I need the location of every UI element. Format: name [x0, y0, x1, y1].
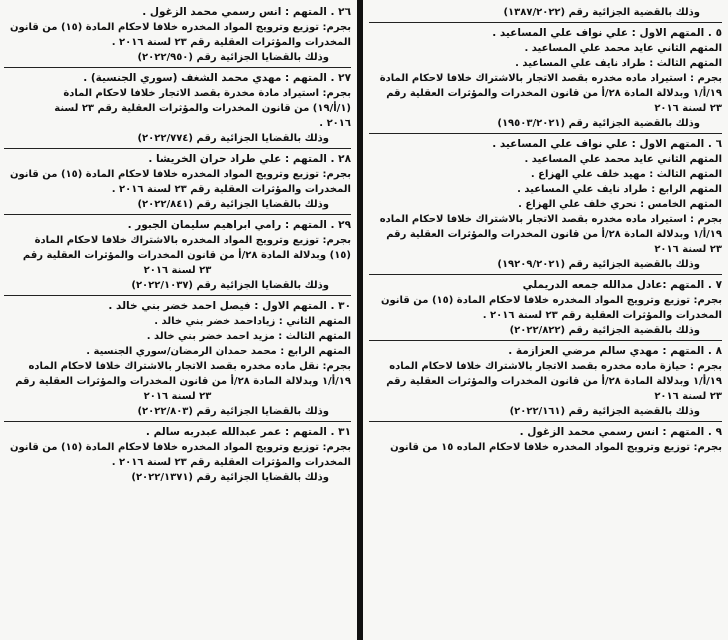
notice-text-line: (١٥) وبدلالة المادة ٢٨/أ من قانون المخدرات والمؤثرات العقلية رقم — [22, 250, 351, 261]
notice-text-line: ٢٣ لسنة ٢٠١٦ — [143, 265, 212, 276]
notice-heading: ٢٦ . المتهم : انس رسمي محمد الزغول . — [142, 6, 351, 18]
case-number-line: وذلك بالقضايا الجزائية رقم (٢٠٢٢/٧٧٤) — [137, 133, 329, 144]
notice-text-line: المخدرات والمؤثرات العقلية رقم ٢٣ لسنة ٢٠١٦ . — [111, 457, 351, 468]
notice-heading: ٢٨ . المتهم : علي طراد حران الخريشا . — [148, 153, 351, 165]
notice-entry-28 — [4, 149, 351, 215]
case-number-line: وذلك بالقضية الجزائية رقم (٢٠٢٢/٨٢٢) — [509, 325, 700, 336]
notice-text-line: بجرم: توزيع وترويج المواد المخدره بالاشتراك خلافا لاحكام المادة — [34, 235, 351, 246]
case-number-line: وذلك بالقضايا الجزائية رقم (٢٠٢٢/١٣٧١) — [131, 472, 329, 483]
notice-text-line: ١٩/أ/١ وبدلالة المادة ٢٨/أ من قانون المخدرات والمؤثرات العقلية رقم — [15, 376, 351, 387]
notice-entry-30 — [4, 296, 351, 422]
notice-text-line: ١٩/أ/١ وبدلالة المادة ٢٨/أ من قانون المخدرات والمؤثرات العقلية رقم — [386, 376, 722, 387]
notice-heading: ٥ . المتهم الاول : علي نواف علي المساعيد . — [492, 27, 722, 39]
notice-heading: ٨ . المتهم : مهدي سالم مرضي العزازمة . — [508, 345, 722, 357]
notice-heading: ٩ . المتهم : انس رسمي محمد الزغول . — [519, 426, 722, 438]
notice-text-line: ١٩/أ/١ وبدلالة المادة ٢٨/أ من قانون المخدرات والمؤثرات العقلية رقم — [386, 88, 722, 99]
notice-heading: ٢٧ . المتهم : مهدي محمد الشغف (سوري الجنسية) . — [83, 72, 351, 84]
notice-entry-29 — [4, 215, 351, 296]
notice-entry-top — [369, 2, 722, 23]
case-number-line: وذلك بالقضية الجزائية رقم (١٩٥٠٣/٢٠٢١) — [497, 118, 700, 129]
notice-text-line: المتهم الخامس : نحري خلف علي الهزاع . — [518, 199, 722, 210]
case-number-line: وذلك بالقضية الجزائية رقم (١٣٨٧/٢٠٢٢) — [503, 7, 700, 18]
case-number-line: وذلك بالقضايا الجزائية رقم (٢٠٢٢/٩٥٠) — [137, 52, 329, 63]
notice-text-line: بجرم: نقل ماده مخدره بقصد الاتجار بالاشتراك خلافا لاحكام الماده — [28, 361, 351, 372]
case-number-line: وذلك بالقضايا الجزائية رقم (٢٠٢٢/٨٤١) — [137, 199, 329, 210]
notice-text-line: بجرم: توزيع وترويج المواد المخدره خلافا لاحكام المادة (١٥) من قانون — [9, 442, 351, 453]
notice-text-line: بجرم : استيراد ماده مخدره بقصد الاتجار بالاشتراك خلافا لاحكام الماده — [379, 214, 722, 225]
notice-text-line: المتهم الثالث : مزيد احمد خضر بني خالد . — [146, 331, 351, 342]
case-number-line: وذلك بالقضايا الجزائية رقم (٢٠٢٢/١٠٣٧) — [131, 280, 329, 291]
notice-entry-5 — [369, 23, 722, 134]
notice-text-line: ٢٣ لسنة ٢٠١٦ — [654, 244, 722, 255]
notice-text-line: المتهم الثالث : مهيد خلف علي الهزاع . — [530, 169, 722, 180]
notice-text-line: المتهم الرابع : طراد نايف علي المساعيد . — [517, 184, 722, 195]
notice-text-line: ٢٠١٦ . — [319, 118, 351, 129]
notice-heading: ٦ . المتهم الاول : علي نواف علي المساعيد . — [492, 138, 722, 150]
notice-heading: ٢٩ . المتهم : رامي ابراهيم سليمان الجبور . — [127, 219, 351, 231]
notice-text-line: بجرم: استيراد مادة مخدرة بقصد الاتجار خلافا لاحكام المادة — [63, 88, 351, 99]
notice-text-line: بجرم: توزيع وترويج المواد المخدره خلافا لاحكام الماده ١٥ من قانون — [390, 442, 722, 453]
notice-text-line: بجرم : استيراد ماده مخدره بقصد الاتجار بالاشتراك خلافا لاحكام المادة — [379, 73, 722, 84]
notice-text-line: بجرم : حيازة ماده مخدره بقصد الاتجار بالاشتراك خلافا لاحكام الماده — [389, 361, 722, 372]
notice-entry-8 — [369, 341, 722, 422]
notice-entry-27 — [4, 68, 351, 149]
case-number-line: وذلك بالقضية الجزائية رقم (١٩٢٠٩/٢٠٢١) — [497, 259, 700, 270]
notice-entry-31 — [4, 422, 351, 487]
notice-entry-6 — [369, 134, 722, 275]
notice-text-line: ١٩/أ/١ وبدلالة المادة ٢٨/أ من قانون المخدرات والمؤثرات العقلية رقم — [386, 229, 722, 240]
notice-entry-9 — [369, 422, 722, 457]
notice-text-line: ٢٣ لسنة ٢٠١٦ — [654, 103, 722, 114]
notice-text-line: المتهم الثالث : طراد نايف علي المساعيد . — [515, 58, 722, 69]
notice-text-line: بجرم: توزيع وترويج المواد المخدره خلافا لاحكام المادة (١٥) من قانون — [9, 169, 351, 180]
notice-text-line: المتهم الثاني : زياداحمد خضر بني خالد . — [154, 316, 351, 327]
case-number-line: وذلك بالقضايا الجزائية رقم (٢٠٢٢/٨٠٣) — [137, 406, 329, 417]
notice-heading: ٣١ . المتهم : عمر عبدالله عبدربه سالم . — [145, 426, 351, 438]
notice-text-line: المخدرات والمؤثرات العقلية رقم ٢٣ لسنة ٢٠١٦ . — [111, 37, 351, 48]
right-column — [363, 0, 728, 640]
notice-text-line: بجرم: توزيع وترويج المواد المخدره خلافا لاحكام المادة (١٥) من قانون — [380, 295, 722, 306]
notice-text-line: ٢٣ لسنة ٢٠١٦ — [143, 391, 212, 402]
notice-entry-7 — [369, 275, 722, 341]
notice-text-line: بجرم: توزيع وترويج المواد المخدره خلافا لاحكام المادة (١٥) من قانون — [9, 22, 351, 33]
left-column — [0, 0, 357, 640]
notice-heading: ٧ . المتهم :عادل مدالله جمعه الدريملي — [522, 279, 722, 291]
notice-text-line: المتهم الرابع : محمد حمدان الرمضان/سوري الجنسية . — [86, 346, 351, 357]
notice-text-line: ٢٣ لسنة ٢٠١٦ — [654, 391, 722, 402]
notice-text-line: المخدرات والمؤثرات العقلية رقم ٢٣ لسنة ٢٠١٦ . — [482, 310, 722, 321]
notice-heading: ٣٠ . المتهم الاول : فيصل احمد خضر بني خالد . — [108, 300, 351, 312]
notice-text-line: المتهم الثاني عايد محمد علي المساعيد . — [524, 154, 722, 165]
notice-text-line: (١/أ/١٩) من قانون المخدرات والمؤثرات العقلية رقم ٢٣ لسنة — [54, 103, 351, 114]
notice-entry-26 — [4, 2, 351, 68]
notice-text-line: المتهم الثاني عايد محمد علي المساعيد . — [524, 43, 722, 54]
case-number-line: وذلك بالقضية الجزائية رقم (٢٠٢٢/١٦١) — [509, 406, 700, 417]
notice-text-line: المخدرات والمؤثرات العقلية رقم ٢٣ لسنة ٢٠١٦ . — [111, 184, 351, 195]
